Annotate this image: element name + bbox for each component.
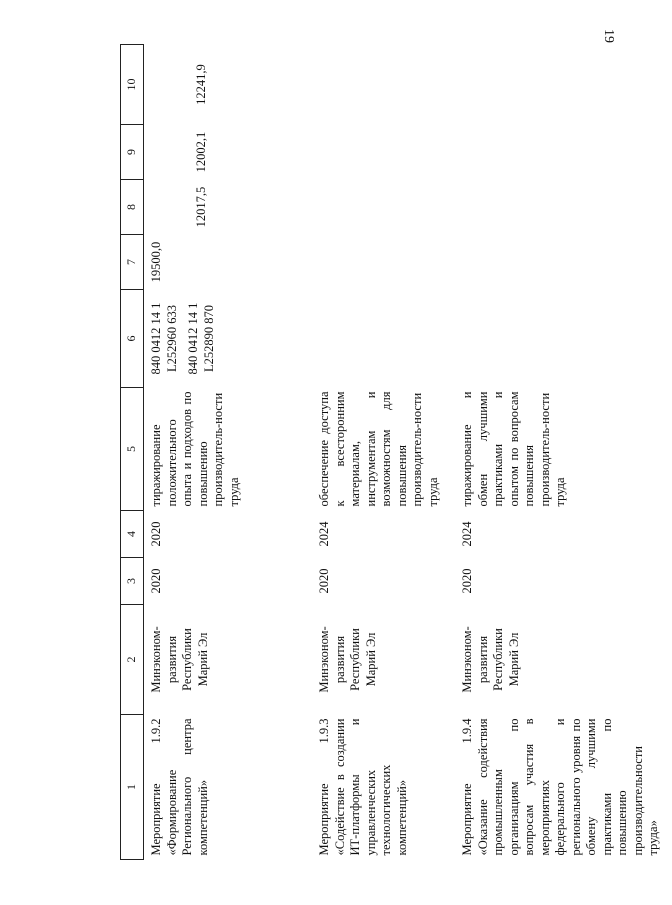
measure-name-cell: Мероприятие 1.9.2 «Формирование Регионального центра компетенций» [149,718,210,856]
table-wrap [120,45,660,860]
measure-name-cell: Мероприятие 1.9.3 «Содействие в создании ИТ-платформы и управленческих технологических компетенций» [317,718,409,856]
header-cell: 9 [121,125,144,180]
header-cell: 5 [121,388,144,511]
value-cell [312,45,455,125]
table-row [312,45,455,860]
header-cell: 6 [121,290,144,388]
responsible-cell: Минэконом-развития Республики Марий Эл [149,626,210,693]
header-cell: 4 [121,511,144,558]
header-cell: 1 [121,715,144,860]
value-cell: 12002,1 [194,131,208,173]
table-row [455,45,672,860]
end-year-cell: 2024 [460,521,474,547]
table-row [144,45,313,860]
value-cell [455,180,672,235]
value-cell [455,235,672,290]
header-cell: 10 [121,45,144,125]
value-cell: 12241,9 [194,64,208,105]
value-cell [455,125,672,180]
header-cell: 7 [121,235,144,290]
budget-code: 840 0412 14 1 L252960 633 [149,302,179,375]
value-cell: 12017,5 [194,186,208,228]
result-cell: обеспечение доступа к всесторонним материалам, инструментам и возможностям для повышения производитель-ности труда [317,391,440,507]
budget-code: 840 0412 14 1 L252890 870 [186,302,216,375]
start-year-cell: 2020 [460,568,474,594]
measures-table [120,44,672,860]
responsible-cell: Минэконом-развития Республики Марий Эл [460,626,521,693]
value-cell [312,125,455,180]
header-cell: 8 [121,180,144,235]
header-cell: 2 [121,605,144,715]
responsible-cell: Минэконом-развития Республики Марий Эл [317,626,378,693]
value-cell [312,235,455,290]
end-year-cell: 2024 [317,521,331,547]
budget-code-cell [312,290,455,388]
header-cell: 3 [121,558,144,605]
measure-name-cell: Мероприятие 1.9.4 «Оказание содействия промышленным организациям по вопросам участия в мероприятиях федерального и регионального уровня по обмену лучшими практиками по повышению производительности труда» [460,718,660,856]
value-cell [455,45,672,125]
header-row [121,45,144,860]
page-number: 19 [601,29,616,43]
start-year-cell: 2020 [149,568,163,594]
result-cell: тиражирование положительного опыта и подходов по повышению производитель-ности труда [149,391,241,507]
value-cell [312,180,455,235]
end-year-cell: 2020 [149,521,163,547]
budget-code-cell [144,290,313,388]
result-cell: тиражирование и обмен лучшими практиками и опытом по вопросам повышения производитель-ности труда [460,391,567,507]
budget-code-cell [455,290,672,388]
value-cell: 19500,0 [149,241,163,283]
start-year-cell: 2020 [317,568,331,594]
